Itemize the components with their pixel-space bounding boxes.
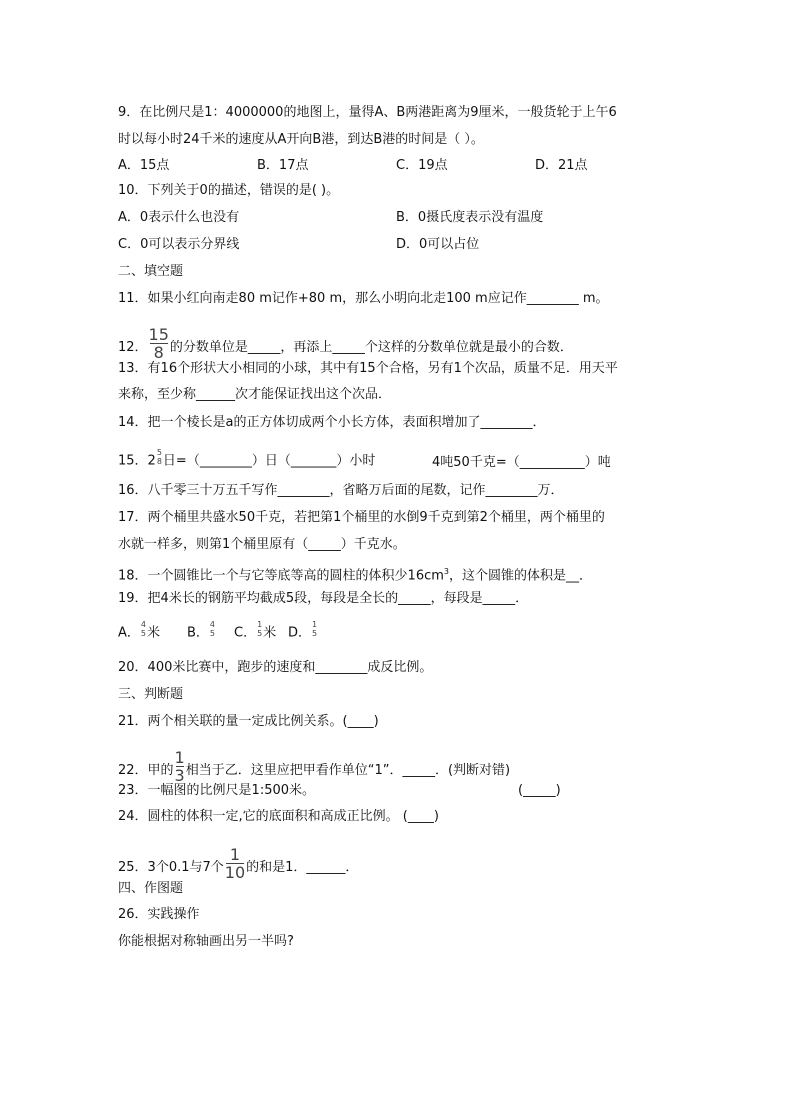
- q19-stem: 19．把4米长的钢筋平均截成5段，每段是全长的_____，每段是_____．: [118, 591, 529, 606]
- q17-line1: 17．两个桶里共盛水50千克，若把第1个桶里的水倒9千克到第2个桶里，两个桶里的: [118, 510, 605, 525]
- q16: 16．八千零三十万五千写作________，省略万后面的尾数，记作________万．: [118, 483, 564, 498]
- q15: [118, 448, 376, 471]
- q9-line2: 时以每小时24千米的速度从A开向B港，到达B港的时间是（ ）。: [118, 132, 484, 147]
- q10-option-a: A．0表示什么也没有: [118, 210, 240, 225]
- q9-line1: 9．在比例尺是1：4000000的地图上，量得A、B两港距离为9厘米，一般货轮于上午6: [118, 105, 617, 120]
- q12-denominator: 8: [153, 343, 164, 362]
- q25-suffix: 的和是1．______．: [246, 860, 359, 875]
- q10-option-d: D．0可以占位: [396, 237, 480, 252]
- q13-line1: 13．有16个形状大小相同的小球，其中有15个合格，另有1个次品，质量不足．用天平: [118, 361, 618, 376]
- q12-numerator: 15: [148, 325, 169, 344]
- q18: [118, 563, 592, 585]
- q22-suffix: 相当于乙．这里应把甲看作单位“1”．_____．(判断对错): [185, 763, 511, 778]
- q9-option-a: A．15点: [118, 158, 170, 173]
- q19-option-a: A． 4 5 米: [118, 620, 161, 641]
- q19-option-b: B． 4 5: [187, 620, 216, 641]
- q11: 11．如果小红向南走80 m记作+80 m，那么小明向北走100 m应记作________ m。: [118, 291, 609, 306]
- q25-prefix: 25．3个0.1与7个: [118, 860, 224, 875]
- q13-line2: 来称，至少称______次才能保证找出这个次品．: [118, 387, 392, 402]
- q22-denominator: 3: [174, 766, 185, 785]
- q25-numerator: 1: [229, 845, 241, 864]
- q22-fraction: [175, 749, 185, 784]
- q15-denominator: 8: [156, 457, 162, 466]
- q15-whole: 2: [147, 453, 156, 469]
- q22-prefix: 22．甲的: [118, 763, 174, 778]
- section-4-heading: 四、作图题: [118, 881, 184, 896]
- q26: 26．实践操作: [118, 907, 200, 922]
- section-3-heading: 三、判断题: [118, 687, 184, 702]
- q12-prefix: 12．: [118, 340, 148, 355]
- q15-fraction: [157, 448, 162, 466]
- q17-line2: 水就一样多，则第1个桶里原有（_____）千克水。: [118, 537, 406, 552]
- q25-denominator: 10: [224, 863, 246, 882]
- q23-text: 23．一幅图的比例尺是1:500米。: [118, 783, 316, 798]
- q15-part1: 日=（________）日（_______）小时: [162, 453, 376, 469]
- q10-option-b: B．0摄氏度表示没有温度: [396, 210, 544, 225]
- q15-prefix: 15．: [118, 453, 148, 469]
- q21: 21．两个相关联的量一定成比例关系。(____): [118, 714, 379, 729]
- q26-text: 你能根据对称轴画出另一半吗?: [118, 934, 294, 949]
- q9-option-c: C．19点: [396, 158, 448, 173]
- q18-superscript: 3: [443, 567, 449, 576]
- q20: 20．400米比赛中，跑步的速度和________成反比例。: [118, 660, 433, 675]
- q10-option-c: C．0可以表示分界线: [118, 237, 240, 252]
- q12-fraction: [149, 326, 169, 361]
- q25-fraction: [225, 846, 245, 881]
- q9-option-b: B．17点: [257, 158, 309, 173]
- q22-numerator: 1: [174, 748, 185, 767]
- q23-blank: (_____): [518, 783, 561, 798]
- q10-stem: 10．下列关于0的描述，错误的是( )。: [118, 183, 340, 198]
- q24: 24．圆柱的体积一定,它的底面积和高成正比例。 (____): [118, 809, 439, 824]
- q15-part2: 4吨50千克=（__________）吨: [432, 455, 611, 470]
- q18-text: 18．一个圆锥比一个与它等底等高的圆柱的体积少16cm: [118, 568, 444, 584]
- q15-numerator: 5: [156, 448, 162, 457]
- q19-option-c: C． 1 5 米: [234, 620, 277, 641]
- q9-option-d: D．21点: [535, 158, 588, 173]
- section-2-heading: 二、填空题: [118, 264, 184, 279]
- q12-suffix: 的分数单位是_____，再添上_____个这样的分数单位就是最小的合数．: [169, 340, 573, 355]
- q14: 14．把一个棱长是a的正方体切成两个小长方体，表面积增加了________．: [118, 415, 546, 430]
- q19-option-d: D． 1 5: [288, 620, 318, 641]
- q18-tail: ，这个圆锥的体积是__．: [449, 568, 593, 584]
